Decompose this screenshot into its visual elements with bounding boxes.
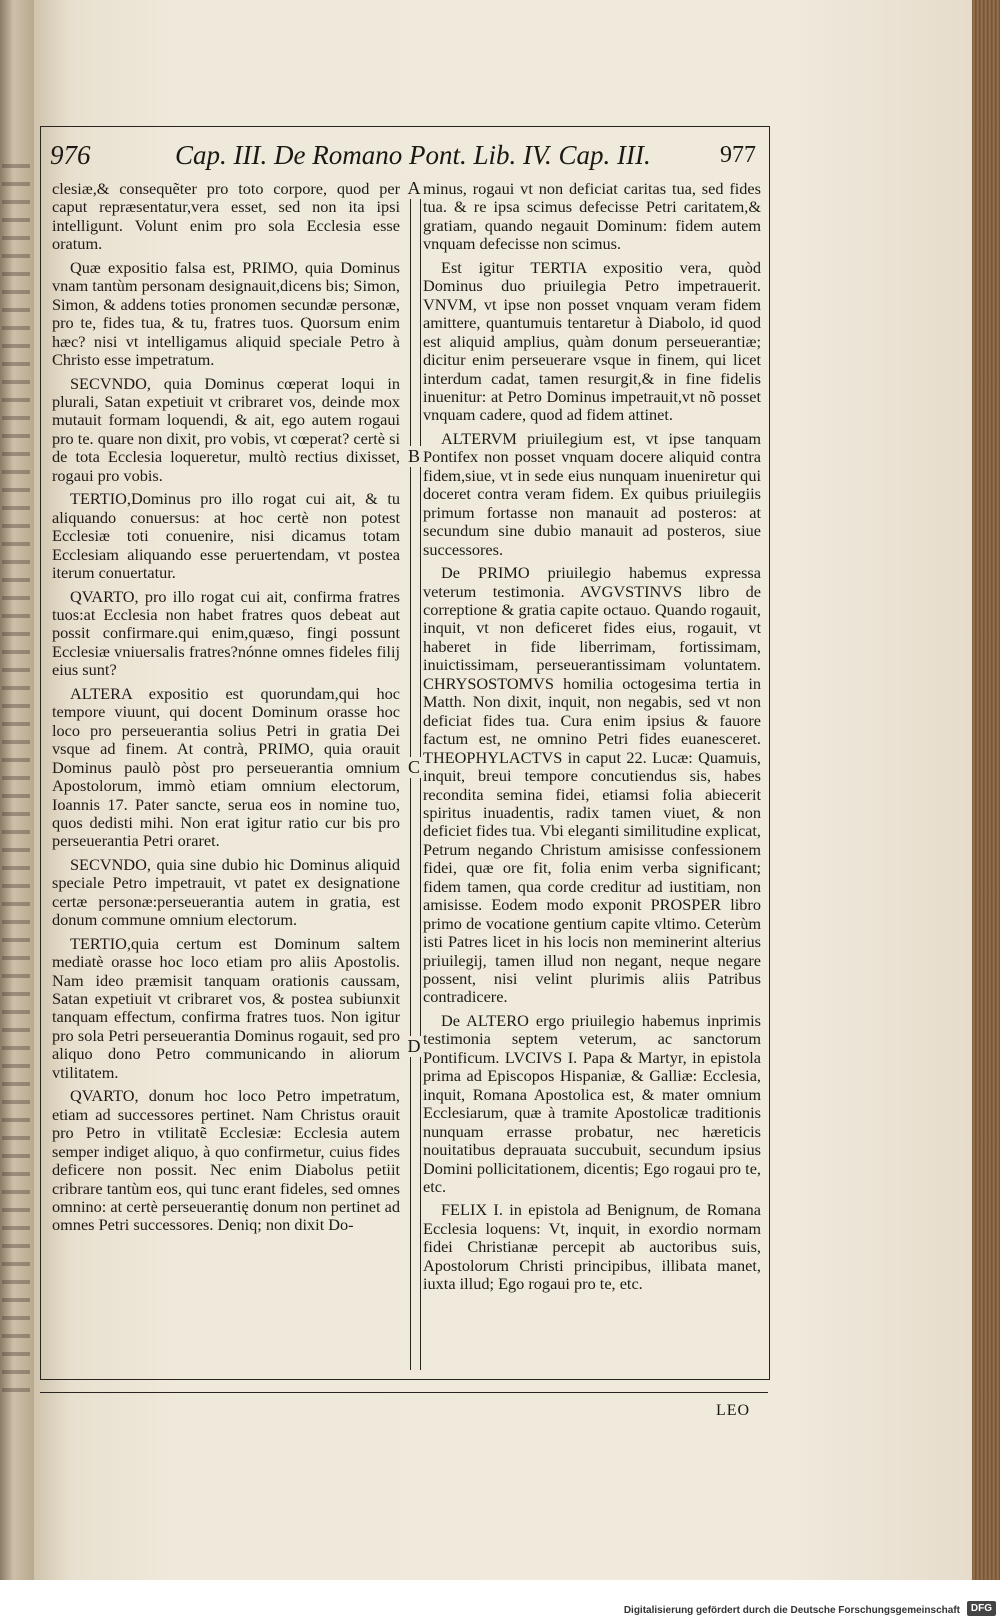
paragraph: FELIX I. in epistola ad Benignum, de Romana Ecclesia loquens: Vt, inquit, in exordio normam fidei Christianæ percepit ab auctoribus suis, Apostolorum Christi principibus, illibata manet, iuxta illud; Ego rogaui pro te, etc. [423,1200,761,1294]
paragraph: QVARTO, pro illo rogat cui ait, confirma fratres tuos:at Ecclesia non habet fratres quos debeat aut possit confirmare.qui enim,quæso, fingi possunt Ecclesiæ vniuersalis fratres?nónne omnes fideles filij eius sunt? [52,586,400,680]
paragraph: ALTERA expositio est quorundam,qui hoc tempore viuunt, qui docent Dominum orasse hoc loco pro perseuerantia solius Petri in gratia Dei vsque ad finem. At contrà, PRIMO, quia orauit Dominus paulò pòst pro perseuerantia omnium Apostolorum, immò etiam omnium electorum, Ioannis 17. Pater sancte, serua eos in nomine tuo, quos dedisti mihi. Non erat igitur ratio cur bis pro perseuerantia Petri oraret. [52,683,400,851]
page-block-edge [972,0,1000,1580]
margin-letter-a: A [405,178,423,199]
running-head [50,140,766,174]
folio-right: 977 [720,142,756,168]
paragraph: Quæ expositio falsa est, PRIMO, quia Dominus vnam tantùm personam designauit,dicens bis; Simon, Simon, & addens toties pronomen secundæ personæ, pro te, fides tua, & tu, fratres tuos. Quorsum enim hæc? nisi vt intelligamus aliquid speciale Petro à Christo esse impetratum. [52,257,400,370]
paragraph: Est igitur TERTIA expositio vera, quòd Dominus duo priuilegia Petro impetrauerit. VNVM, vt ipse non posset vnquam veram fidem amittere, quantumuis tentaretur à Diabolo, id quod est aliquid amplius, quàm donum perseuerantiæ; dicitur enim perseuerare vsque in finem, qui licet interdum cadat, tamen resurgit,& in fine fidelis inuenitur: at Petro Dominus impetrauit,vt nõ posset vnquam cadere, quod ad fidem attinet. [423,257,761,425]
digitization-credit: Digitalisierung gefördert durch die Deutsche Forschungsgemeinschaft [623,1605,960,1616]
margin-letter-c: C [405,757,423,778]
catchword: LEO [716,1402,751,1419]
paragraph: TERTIO,Dominus pro illo rogat cui ait, & tu aliquando conuersus: at hoc certè non potest Ecclesiæ toti conuenire, nisi dicamus totam Ecclesiam aliquando esse peruertendam, vt postea iterum conuertatur. [52,489,400,583]
running-title: Cap. III. De Romano Pont. Lib. IV. Cap. III. [175,140,651,170]
paragraph: QVARTO, donum hoc loco Petro impetratum, etiam ad successores pertinet. Nam Christus orauit pro Petro in vtilitatẽ Ecclesiæ: Ecclesia autem semper indiget aliquo, à quo confirmetur, cuius fides deficere non possit. Nec enim Diabolus petiit cribrare tantùm eos, qui tunc erant fideles, sed omnes omnino: at certè perseuerantię donum non pertinet ad omnes Petri successores. Deniq; non dixit Do- [52,1086,400,1235]
dfg-logo: DFG [967,1601,996,1616]
paragraph: clesiæ,& consequẽter pro toto corpore, quod per caput repræsentatur,vera esset, sed non ita ipsi intelligunt. Volunt enim pro sola Ecclesia esse oratum. [52,179,400,254]
margin-letter-d: D [405,1036,423,1057]
paragraph: ALTERVM priuilegium est, vt ipse tanquam Pontifex non posset vnquam docere aliquid contra fidem,siue, vt in sede eius nunquam inueniretur qui doceret contra veram fidem. Ex quibus priuilegiis primum fortasse non manauit ad posteros: at secundum sine dubio manauit ad posteros, siue successores. [423,428,761,559]
facing-page-edge [0,0,34,1580]
paragraph: De PRIMO priuilegio habemus expressa veterum testimonia. AVGVSTINVS libro de correptione & gratia capite octauo. Quando rogauit, inquit, vt non deficeret fides eius, rogauit, vt haberet in fide liberrimam, fortissimam, inuictissimam, perseuerantissimam voluntatem. CHRYSOSTOMVS homilia octogesima tertia in Matth. Non dixit, inquit, non negabis, sed vt non deficiat fides tua. Cura enim ipsius & fauore factum est, ne omnino Petri fides euanesceret. THEOPHYLACTVS in caput 22. Lucæ: Quamuis, inquit, breui tempore concutiendus sis, habes recondita semina fidei, etiamsi folia abiecerit spiritus inuadentis, radix tamen viuet, & non deficiet fides tua. Vbi eleganti similitudine explicat, Petrum negando Christum amisisse confessionem fidei, quæ ore fit, folia enim verba significant; fidem tamen, qua corde creditur ad iustitiam, non amisisse. Eodem modo exponit PROSPER libro primo de vocatione gentium capite vltimo. Ceterùm isti Patres licet in his locis non meminerint alterius priuilegij, tamen illud non negant, neque negare possent, nisi velint plurimis aliis Patribus contradicere. [423,563,761,1007]
right-column [423,180,761,1299]
margin-letter-b: B [405,446,423,467]
frame-bottom-rule [40,1392,768,1393]
paragraph: SECVNDO, quia Dominus cœperat loqui in plurali, Satan expetiuit vt cribraret vos, deinde mox mutauit formam loquendi, & ait, ego autem rogaui pro te. quare non dixit, pro vobis, vt cœperat? certè si de tota Ecclesia loqueretur, multò rectius dixisset, rogaui pro vobis. [52,373,400,485]
paragraph: SECVNDO, quia sine dubio hic Dominus aliquid speciale Petro impetrauit, vt patet ex designatione certæ personæ:perseuerantia autem in gratia, est donum commune omnium electorum. [52,854,400,930]
paragraph: De ALTERO ergo priuilegio habemus inprimis testimonia septem veterum, ac sanctorum Pontificum. LVCIVS I. Papa & Martyr, in epistola prima ad Episcopos Hispaniæ, & Galliæ: Ecclesia, inquit, Romana Apostolica est, & mater omnium Ecclesiarum, quæ à tramite Apostolicæ traditionis nunquam errasse probatur, nec hæreticis nouitatibus deprauata succubuit, secundum ipsius Domini pollicitationem, dicentis; Ego rogaui pro te, etc. [423,1010,761,1197]
facing-page-text-fragment [2,150,30,1400]
paragraph: minus, rogaui vt non deficiat caritas tua, sed fides tua. & re ipsa scimus defecisse Petri caritatem,& gratiam, quando negauit Dominum: fidem autem vnquam defecisse non scimus. [423,179,761,254]
left-column [52,180,400,1240]
paragraph: TERTIO,quia certum est Dominum saltem mediatè orasse hoc loco etiam pro aliis Apostolis. Nam ideo præmisit tanquam orationis caussam, Satan expetiuit vt cribraret vos, & postea subiunxit tanquam effectum, confirma fratres tuos. Non igitur pro sola Petri perseuerantia Dominus rogauit, sed pro aliquo dono Petro communicando in aliorum vtilitatem. [52,933,400,1082]
folio-left: 976 [50,140,91,170]
